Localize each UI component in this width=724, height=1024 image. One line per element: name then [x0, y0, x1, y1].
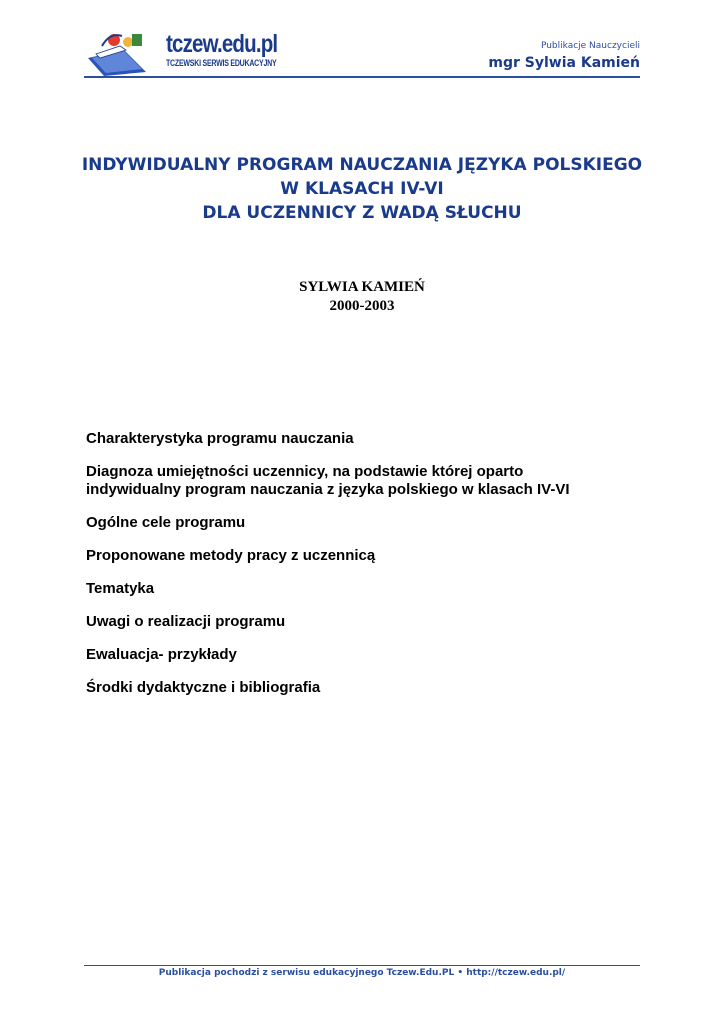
toc-item-label: Środki dydaktyczne i bibliografia [86, 679, 321, 696]
author-years: 2000-2003 [329, 298, 395, 314]
toc-item-label: Ogólne cele programu [86, 514, 246, 531]
author-name: SYLWIA KAMIEŃ [299, 279, 425, 295]
toc-item-label: Uwagi o realizacji programu [86, 613, 286, 630]
document-title [40, 153, 684, 225]
title-line-2: W KLASACH IV-VI [280, 179, 444, 199]
title-line-1: INDYWIDUALNY PROGRAM NAUCZANIA JĘZYKA POLSKIEGO [81, 155, 643, 175]
toc-item-label: Tematyka [86, 580, 155, 597]
toc-item[interactable] [86, 679, 646, 697]
toc-item-label: Charakterystyka programu nauczania [86, 430, 354, 447]
site-logo[interactable] [84, 28, 278, 78]
title-line-3: DLA UCZENNICY Z WADĄ SŁUCHU [202, 203, 522, 223]
toc-item[interactable] [86, 613, 646, 631]
footer-text: Publikacja pochodzi z serwisu edukacyjnego Tczew.Edu.PL • http://tczew.edu.pl/ [158, 968, 566, 978]
toc-item[interactable] [86, 463, 646, 499]
toc-item[interactable] [86, 580, 646, 598]
header-divider [84, 76, 640, 78]
header-author: mgr Sylwia Kamień [488, 55, 640, 71]
publication-label: Publikacje Nauczycieli [540, 41, 640, 51]
logo-subtitle: TCZEWSKI SERWIS EDUKACYJNY [166, 58, 277, 68]
toc-item[interactable] [86, 646, 646, 664]
logo-text: tczew.edu.pl [166, 30, 278, 58]
toc-item-label: Ewaluacja- przykłady [86, 646, 237, 663]
table-of-contents [86, 430, 646, 712]
toc-item-label-cont: indywidualny program nauczania z języka polskiego w klasach IV-VI [86, 481, 570, 498]
toc-item[interactable] [86, 547, 646, 565]
logo-book-icon [84, 28, 164, 78]
footer-divider [84, 965, 640, 966]
toc-item[interactable] [86, 430, 646, 448]
toc-item-label: Proponowane metody pracy z uczennicą [86, 547, 376, 564]
byline [0, 278, 724, 316]
toc-item-label: Diagnoza umiejętności uczennicy, na podstawie której oparto [86, 463, 524, 480]
toc-item[interactable] [86, 514, 646, 532]
